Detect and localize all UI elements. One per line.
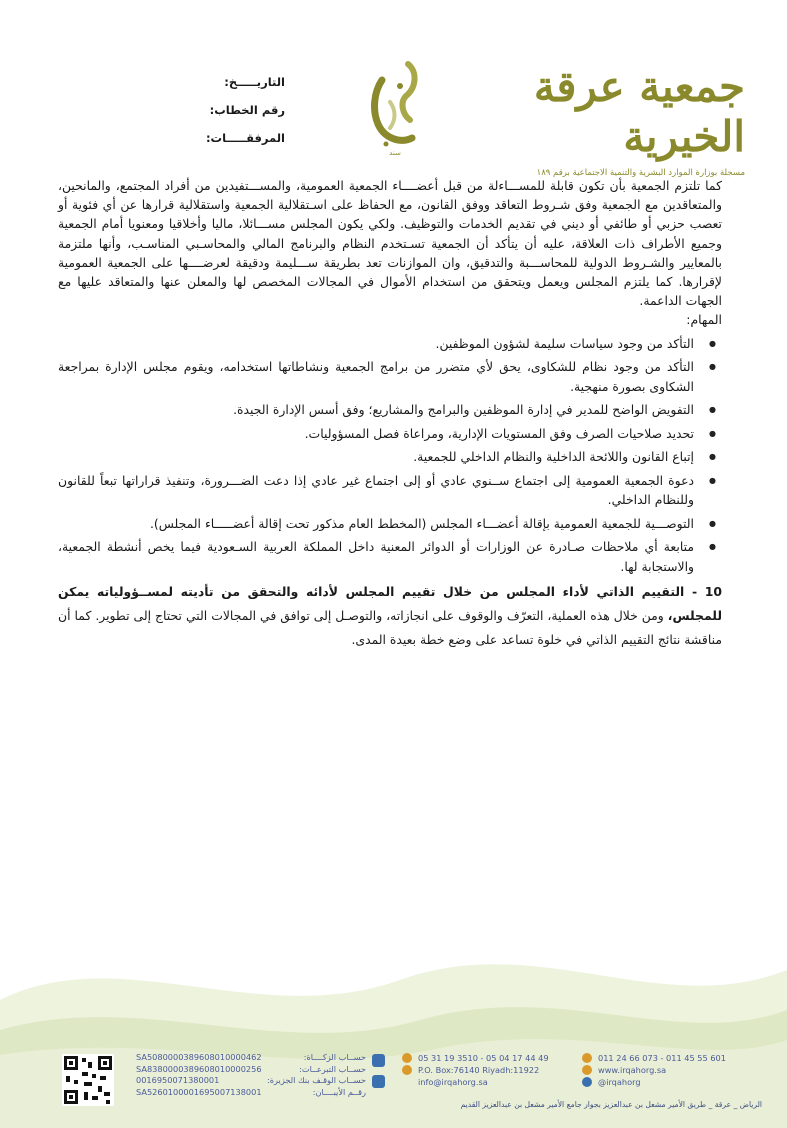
- social-handle[interactable]: @irqahorg: [598, 1077, 641, 1088]
- organization-registration: مسجلة بوزارة الموارد البشرية والتنمية الاجتماعية برقم ١٨٩: [536, 168, 745, 178]
- contact-row: [402, 1064, 762, 1076]
- organization-name: جمعية عرقة الخيرية: [533, 62, 745, 161]
- bank-accounts: [136, 1052, 366, 1098]
- account-label: حســاب التبرعــات:: [299, 1063, 366, 1074]
- account-row: [136, 1087, 366, 1099]
- contact-info: [402, 1052, 762, 1089]
- accountability-paragraph: كما تلتزم الجمعية بأن تكون قابلة للمســـاءلة من قبل أعضــــاء الجمعية العمومية، والمســـتفيدين من أفراد المجتمع، والمانحين، والمتعاقدين مع الجمعية وفق شـروط التعاقد ووفق القانون، مع الحفاظ على اسـتقلالية الجمعية واستقلالية قرارها عن أي فئوية أو تعصب حزبي أو طائفي أو ديني في تقديم الخدمات والتوظيف. ولكي يكون المجلس مســـائلا، ماليا وأخلاقيا ومعنويا أمام الجمعية وجميع الأطراف ذات العلاقة، عليه أن يتأكد أن الجمعية تسـتخدم النظام والبرنامج المالي والمحاسـبي المناسـب، وأنها ملتزمة بالمعايير والشـروط الدولية للمحاســـبة والتدقيق، وان الموازنات تعد بطريقة ســـليمة ودقيقة لعرضــــها على الجمعية العمومية لإقرارها. كما يلتزم المجلس ويعمل ويتحقق من استخدام الأموال في المجالات المخصص لها والمعلن عنها والمتعاقد عليها مع الجهات الداعمة.: [58, 178, 722, 309]
- email[interactable]: info@irqahorg.sa: [418, 1077, 488, 1088]
- list-item: ● التأكد من وجود نظام للشكاوى، يحق لأي متضرر من برامج الجمعية ونشاطاتها استخدامه، ويقوم مجلس الإدارة بمراجعة الشكاوى بصورة منهجية.: [58, 357, 694, 396]
- account-number: SA5260100001695007138001: [136, 1086, 262, 1097]
- bank-icon: [372, 1075, 385, 1088]
- po-box: P.O. Box:76140 Riyadh:11922: [418, 1065, 540, 1076]
- qr-code-icon: [62, 1054, 114, 1106]
- emblem-text: سند: [389, 149, 401, 157]
- website[interactable]: www.irqahorg.sa: [598, 1065, 667, 1076]
- contact-row: [402, 1052, 762, 1064]
- account-label: حســاب الوقـف بنك الجزيرة:: [266, 1075, 366, 1085]
- date-label: التاريـــــخ:: [224, 75, 285, 89]
- account-number: SA8380000389608010000256: [136, 1063, 262, 1074]
- bank-icons: [372, 1054, 386, 1096]
- mobile-phones: 05 31 19 3510 - 05 04 17 44 49: [418, 1053, 549, 1063]
- account-row: [136, 1064, 366, 1076]
- list-item: ● التأكد من وجود سياسات سليمة لشؤون الموظفين.: [58, 334, 694, 354]
- list-item: ● دعوة الجمعية العمومية إلى اجتماع ســنوي عادي أو إلى اجتماع غير عادي إذا دعت الضـــرورة، وتنفيذ قراراتها تبعاً للقانون وللنظام الداخلي.: [58, 471, 694, 510]
- list-item: ● تحديد صلاحيات الصرف وفق المستويات الإدارية، ومراعاة فصل المسؤوليات.: [58, 424, 694, 444]
- list-item: ● التفويض الواضح للمدير في إدارة الموظفين والبرامج والمشاريع؛ وفق أسس الإدارة الجيدة.: [58, 400, 694, 420]
- list-item: ● التوصـــية للجمعية العمومية بإقالة أعضـــاء المجلس (المخطط العام مذكور تحت إقالة أعضـــــاء المجلس).: [58, 514, 694, 534]
- letter-meta: [175, 72, 285, 156]
- phone-icon: [582, 1053, 592, 1063]
- account-label: رقــم الأيبــــان:: [312, 1086, 366, 1097]
- tasks-heading: المهام:: [686, 312, 722, 328]
- list-item: ● متابعة أي ملاحظات صـادرة عن الوزارات أو الدوائر المعنية داخل المملكة العربية السـعودية فيما يخص أنشطة الجمعية، والاستجابة لها.: [58, 537, 694, 576]
- self-evaluation-section: [58, 580, 722, 652]
- account-number: SA5080000389608010000462: [136, 1052, 262, 1062]
- account-row: [136, 1052, 366, 1064]
- attachments-label: المرفقـــــات:: [205, 131, 285, 145]
- list-item: ● إتباع القانون واللائحة الداخلية والنظام الداخلي للجمعية.: [58, 447, 694, 467]
- sanad-emblem-icon: [360, 58, 430, 158]
- section-text: ومن خلال هذه العملية، التعرّف والوقوف على انجازاته، والتوصـل إلى توافق في المجالات التي تحتاج إلى تطوير. كما أن مناقشة نتائج التقييم الذاتي في خلوة تساعد على وضع خطة بعيدة المدى.: [58, 608, 722, 648]
- account-number: 0016950071380001: [136, 1075, 220, 1085]
- letter-number-label: رقم الخطاب:: [209, 103, 285, 117]
- letter-body: [58, 176, 722, 652]
- letterhead: [0, 0, 787, 178]
- organization-logo: [495, 62, 745, 178]
- account-label: حســاب الزكــــاة:: [303, 1052, 366, 1062]
- section-title: 10 - التقييم الذاتي لأداء المجلس من خلال تقييم المجلس لأدائه والتحقق من تأديته لمســؤولياته يمكن للمجلس،: [58, 584, 722, 624]
- address: الرياض _ عرقة _ طريق الأمير مشعل بن عبدالعزيز بجوار جامع الأمير مشعل بن عبدالعزيز القديم: [460, 1100, 762, 1109]
- mobile-icon: [402, 1053, 412, 1063]
- tasks-list: [58, 334, 722, 577]
- landline-phones: 011 24 66 073 - 011 45 55 601: [598, 1053, 726, 1063]
- letter-footer: [0, 1048, 787, 1118]
- social-icon: [582, 1077, 592, 1087]
- mail-box-icon: [402, 1065, 412, 1075]
- contact-row: [402, 1076, 762, 1088]
- account-row: [136, 1075, 366, 1087]
- bank-icon: [372, 1054, 385, 1067]
- globe-icon: [582, 1065, 592, 1075]
